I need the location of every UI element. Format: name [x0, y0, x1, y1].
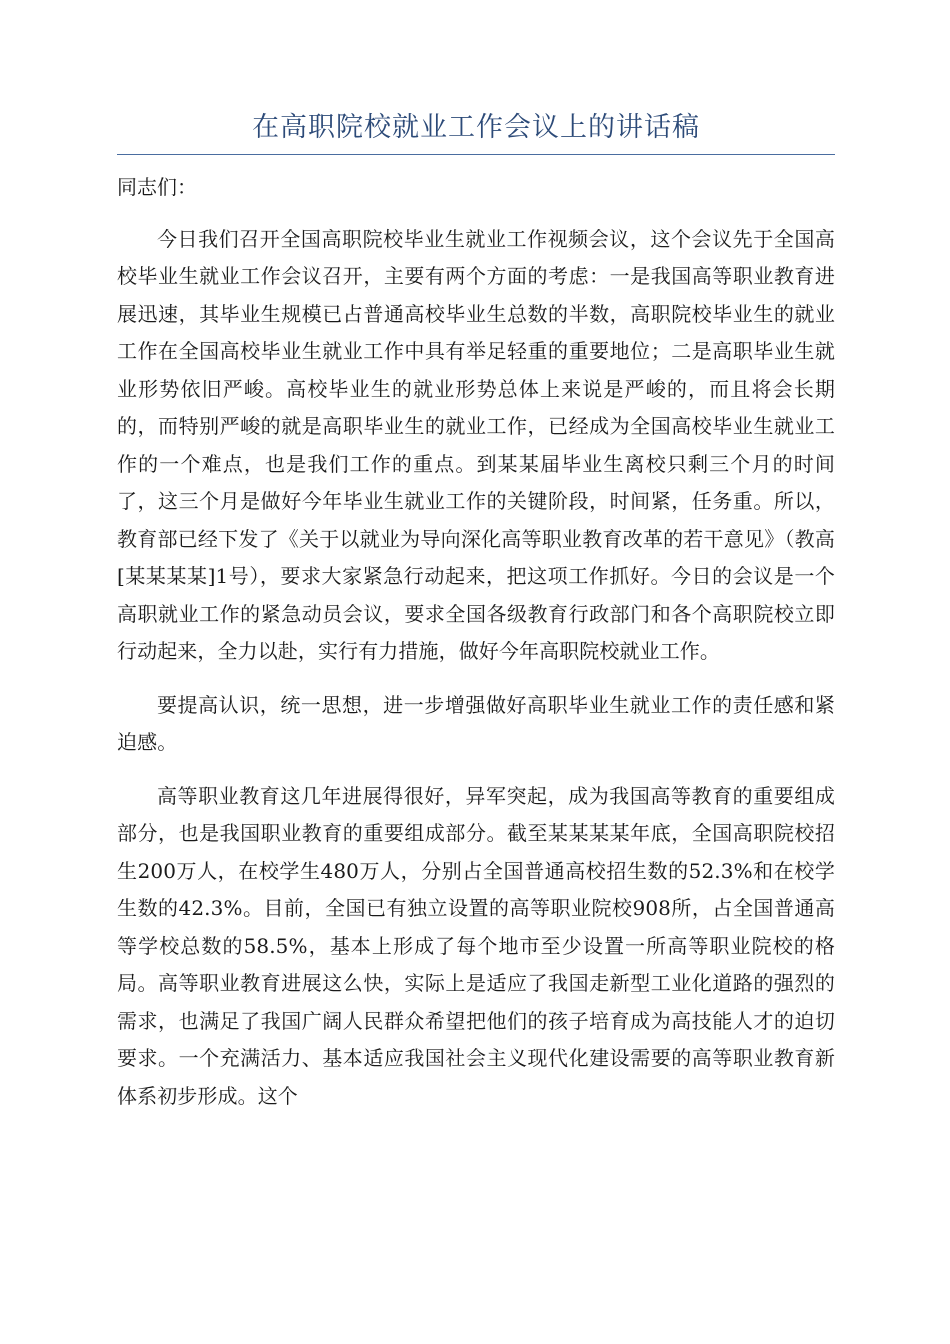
document-title: 在高职院校就业工作会议上的讲话稿 — [117, 108, 835, 155]
paragraph-1: 今日我们召开全国高职院校毕业生就业工作视频会议，这个会议先于全国高校毕业生就业工作会议召开，主要有两个方面的考虑：一是我国高等职业教育进展迅速，其毕业生规模已占普通高校毕业生总数的半数，高职院校毕业生的就业工作在全国高校毕业生就业工作中具有举足轻重的重要地位；二是高职毕业生就业形势依旧严峻。高校毕业生的就业形势总体上来说是严峻的，而且将会长期的，而特别严峻的就是高职毕业生的就业工作，已经成为全国高校毕业生就业工作的一个难点，也是我们工作的重点。到某某届毕业生离校只剩三个月的时间了，这三个月是做好今年毕业生就业工作的关键阶段，时间紧，任务重。所以，教育部已经下发了《关于以就业为导向深化高等职业教育改革的若干意见》（教高[某某某某]1号），要求大家紧急行动起来，把这项工作抓好。今日的会议是一个高职就业工作的紧急动员会议，要求全国各级教育行政部门和各个高职院校立即行动起来，全力以赴，实行有力措施，做好今年高职院校就业工作。 — [117, 226, 835, 663]
paragraph-3: 高等职业教育这几年进展得很好，异军突起，成为我国高等教育的重要组成部分，也是我国职业教育的重要组成部分。截至某某某某年底，全国高职院校招生200万人，在校学生480万人，分别占全国普通高校招生数的52.3%和在校学生数的42.3%。目前，全国已有独立设置的高等职业院校908所，占全国普通高等学校总数的58.5%，基本上形成了每个地市至少设置一所高等职业院校的格局。高等职业教育进展这么快，实际上是适应了我国走新型工业化道路的强烈的需求，也满足了我国广阔人民群众希望把他们的孩子培育成为高技能人才的迫切要求。一个充满活力、基本适应我国社会主义现代化建设需要的高等职业教育新体系初步形成。这个 — [117, 783, 835, 1108]
paragraph-2: 要提高认识，统一思想，进一步增强做好高职毕业生就业工作的责任感和紧迫感。 — [117, 692, 835, 754]
document-page — [117, 108, 835, 1115]
salutation: 同志们： — [117, 175, 197, 199]
